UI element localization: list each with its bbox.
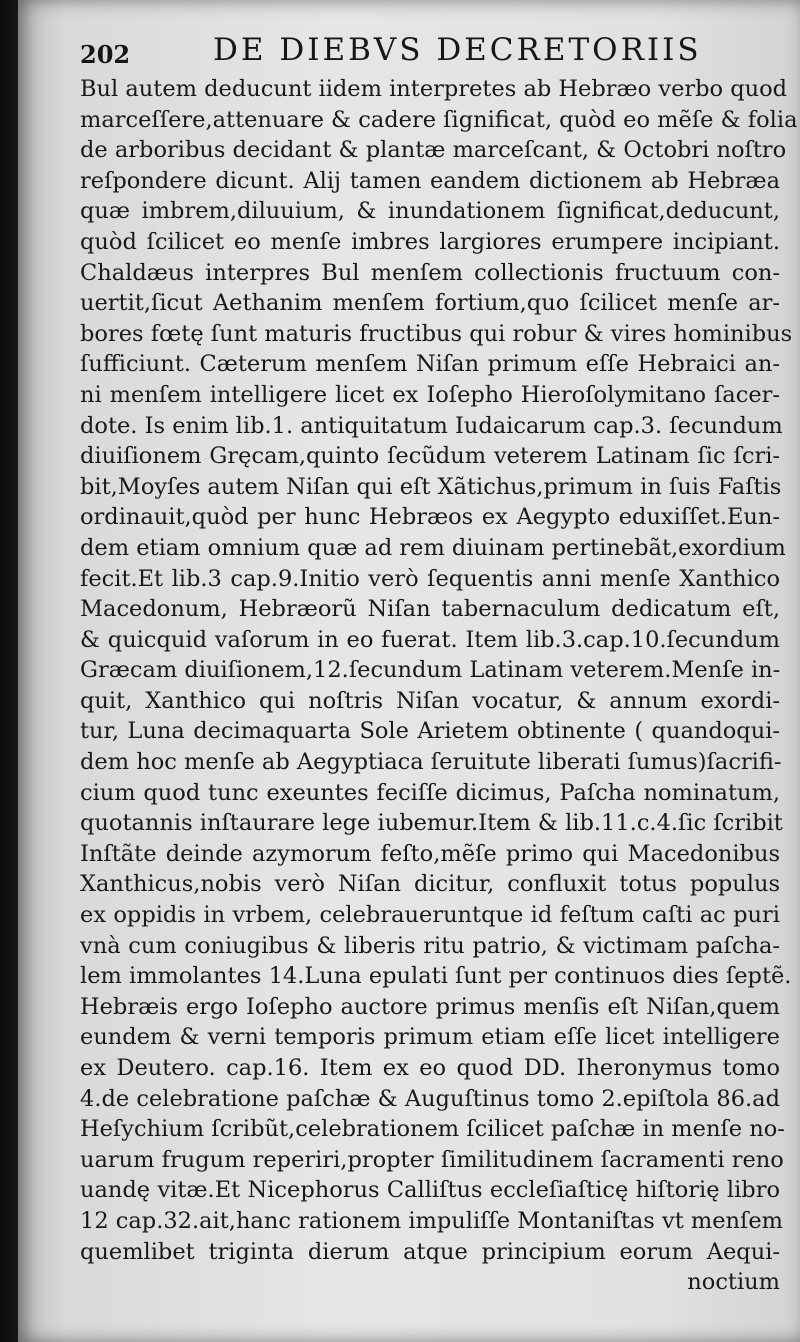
text-line: tur, Luna decimaquarta Sole Arietem obtinente ( quandoqui-	[80, 718, 780, 745]
text-line: 4.de celebratione paſchæ & Auguſtinus tomo 2.epiſtola 86.ad	[80, 1085, 780, 1112]
page-number: 202	[80, 40, 131, 69]
text-line: vnà cum coniugibus & liberis ritu patrio, & victimam paſcha-	[80, 932, 780, 959]
text-line: marceſſere,attenuare & cadere ſignificat, quòd eo mẽſe & folia	[80, 106, 798, 133]
text-line: Bul autem deducunt iidem interpretes ab Hebræo verbo quod	[80, 76, 788, 102]
text-line: Chaldæus interpres Bul menſem collectionis fructuum con-	[80, 259, 780, 286]
text-line: & quicquid vaſorum in eo fuerat. Item lib.3.cap.10.ſecundum	[80, 626, 780, 653]
text-line: de arboribus decidant & plantæ marceſcant, & Octobri noſtro	[80, 137, 787, 164]
text-line: ex oppidis in vrbem, celebraueruntque id feſtum caſti ac puri	[80, 902, 780, 929]
text-line: cium quod tunc exeuntes feciſſe dicimus, Paſcha nominatum,	[80, 779, 780, 806]
text-line: quit, Xanthico qui noſtris Niſan vocatur, & annum exordi-	[80, 687, 780, 714]
text-line: ſufficiunt. Cæterum menſem Niſan primum eſſe Hebraici an-	[80, 351, 780, 378]
text-line: quemlibet triginta dierum atque principium eorum Aequi-	[80, 1238, 780, 1265]
text-line: quotannis inſtaurare lege iubemur.Item & lib.11.c.4.ſic ſcribit	[80, 810, 783, 837]
text-line: ni menſem intelligere licet ex Ioſepho Hieroſolymitano ſacer-	[80, 381, 780, 408]
text-line: noctium	[687, 1269, 780, 1296]
text-body	[80, 74, 798, 1298]
text-line: Xanthicus,nobis verò Niſan dicitur, confluxit totus populus	[80, 871, 780, 898]
text-line: Heſychium ſcribũt,celebrationem ſcilicet paſchæ in menſe no-	[80, 1116, 785, 1143]
text-line: 12 cap.32.ait,hanc rationem impuliſſe Montaniſtas vt menſem	[80, 1207, 784, 1234]
text-line: quæ imbrem,diluuium, & inundationem ſignificat,deducunt,	[80, 198, 780, 225]
text-line: reſpondere dicunt. Alij tamen eandem dictionem ab Hebræa	[80, 167, 780, 194]
text-line: dote. Is enim lib.1. antiquitatum Iudaicarum cap.3. ſecundum	[80, 412, 783, 439]
text-line: bores fœtę ſunt maturis fructibus qui robur & vires hominibus	[80, 320, 793, 347]
text-line: Hebræis ergo Ioſepho auctore primus menſis eſt Niſan,quem	[80, 993, 780, 1020]
running-title: DE DIEBVS DECRETORIIS	[213, 32, 702, 68]
text-line: dem hoc menſe ab Aegyptiaca ſeruitute liberati ſumus)ſacrifi-	[80, 749, 782, 776]
text-line: Græcam diuiſionem,12.ſecundum Latinam veterem.Menſe in-	[80, 657, 781, 684]
text-line: uandę vitæ.Et Nicephorus Calliſtus eccleſiaſticę hiſtorię libro	[80, 1177, 780, 1204]
text-line: ordinauit,quòd per hunc Hebræos ex Aegypto eduxiſſet.Eun-	[80, 504, 780, 531]
text-line: dem etiam omnium quæ ad rem diuinam pertinebãt,exordium	[80, 534, 786, 561]
page-header	[80, 28, 780, 74]
text-line: Macedonum, Hebræorũ Niſan tabernaculum dedicatum eſt,	[80, 596, 780, 623]
text-line: lem immolantes 14.Luna epulati ſunt per continuos dies ſeptẽ.	[80, 963, 792, 990]
text-line: uertit,ſicut Aethanim menſem fortium,quo ſcilicet menſe ar-	[80, 290, 780, 317]
book-page	[18, 0, 800, 1342]
text-line: quòd ſcilicet eo menſe imbres largiores erumpere incipiant.	[80, 228, 780, 255]
text-line: uarum frugum reperiri,propter ſimilitudinem ſacramenti reno	[80, 1146, 784, 1173]
text-line: Inſtãte deinde azymorum feſto,mẽſe primo qui Macedonibus	[80, 840, 780, 867]
text-line: ex Deutero. cap.16. Item ex eo quod DD. Iheronymus tomo	[80, 1055, 780, 1081]
text-line: eundem & verni temporis primum etiam eſſe licet intelligere	[80, 1024, 780, 1051]
text-line: bit,Moyſes autem Niſan qui eſt Xãtichus,primum in ſuis Faſtis	[80, 473, 782, 500]
text-line: diuiſionem Gręcam,quinto ſecũdum veterem Latinam ſic ſcri-	[80, 443, 780, 470]
text-line: fecit.Et lib.3 cap.9.Initio verò ſequentis anni menſe Xanthico	[80, 565, 780, 592]
